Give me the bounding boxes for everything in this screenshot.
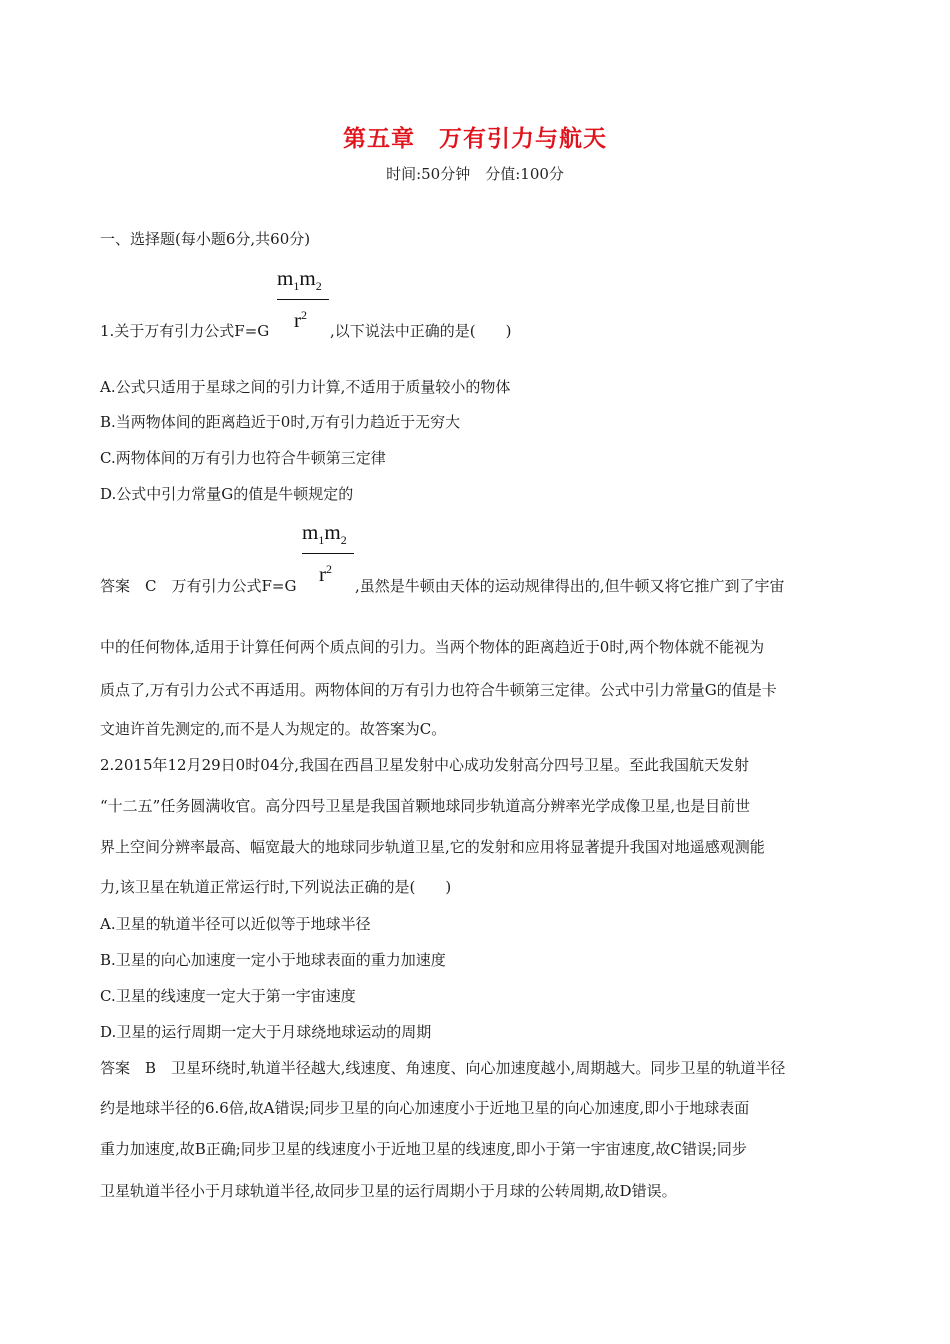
q1-option-d: D.公式中引力常量G的值是牛顿规定的 [100, 485, 354, 503]
q1-answer-line: 质点了,万有引力公式不再适用。两物体间的万有引力也符合牛顿第三定律。公式中引力常量G的值是卡 [100, 681, 777, 699]
answer-formula-numerator: $m_1m_2$ [302, 520, 347, 548]
q2-option-a: A.卫星的轨道半径可以近似等于地球半径 [100, 915, 371, 933]
q2-stem-line: 界上空间分辨率最高、幅宽最大的地球同步轨道卫星,它的发射和应用将显著提升我国对地遥感观测能 [100, 838, 765, 856]
q2-stem-line: 力,该卫星在轨道正常运行时,下列说法正确的是( ) [100, 878, 452, 896]
q2-stem-line: 2.2015年12月29日0时04分,我国在西昌卫星发射中心成功发射高分四号卫星。至此我国航天发射 [100, 756, 750, 774]
q2-answer-line: 答案 B 卫星环绕时,轨道半径越大,线速度、角速度、向心加速度越小,周期越大。同步卫星的轨道半径 [100, 1059, 786, 1077]
q2-answer-line: 重力加速度,故B正确;同步卫星的线速度小于近地卫星的线速度,即小于第一宇宙速度,故C错误;同步 [100, 1140, 747, 1158]
q1-option-a: A.公式只适用于星球之间的引力计算,不适用于质量较小的物体 [100, 378, 511, 396]
q2-option-b: B.卫星的向心加速度一定小于地球表面的重力加速度 [100, 951, 446, 969]
section-heading: 一、选择题(每小题6分,共60分) [100, 230, 311, 248]
q1-stem-suffix: ,以下说法中正确的是( ) [330, 322, 512, 340]
q2-answer-line: 卫星轨道半径小于月球轨道半径,故同步卫星的运行周期小于月球的公转周期,故D错误。 [100, 1182, 677, 1200]
q1-answer-suffix: ,虽然是牛顿由天体的运动规律得出的,但牛顿又将它推广到了宇宙 [355, 577, 785, 595]
answer-fraction-bar [302, 553, 354, 554]
q1-option-c: C.两物体间的万有引力也符合牛顿第三定律 [100, 449, 386, 467]
q2-option-d: D.卫星的运行周期一定大于月球绕地球运动的周期 [100, 1023, 432, 1041]
q2-stem-line: “十二五”任务圆满收官。高分四号卫星是我国首颗地球同步轨道高分辨率光学成像卫星,也是目前世 [100, 797, 751, 815]
exam-info: 时间:50分钟 分值:100分 [386, 165, 564, 183]
q2-option-c: C.卫星的线速度一定大于第一宇宙速度 [100, 987, 356, 1005]
q1-answer-line: 文迪许首先测定的,而不是人为规定的。故答案为C。 [100, 720, 447, 738]
q1-answer-line: 中的任何物体,适用于计算任何两个质点间的引力。当两个物体的距离趋近于0时,两个物体就不能视为 [100, 638, 765, 656]
answer-formula-denominator: $r^2$ [319, 562, 332, 586]
q1-option-b: B.当两物体间的距离趋近于0时,万有引力趋近于无穷大 [100, 413, 461, 431]
formula-numerator: $m_1m_2$ [277, 266, 322, 294]
formula-denominator: $r^2$ [294, 308, 307, 332]
q2-answer-line: 约是地球半径的6.6倍,故A错误;同步卫星的向心加速度小于近地卫星的向心加速度,即小于地球表面 [100, 1099, 750, 1117]
chapter-title: 第五章 万有引力与航天 [343, 125, 607, 152]
q1-stem-prefix: 1.关于万有引力公式F=G [100, 322, 270, 340]
fraction-bar [277, 299, 329, 300]
q1-answer-prefix: 答案 C 万有引力公式F=G [100, 577, 297, 595]
